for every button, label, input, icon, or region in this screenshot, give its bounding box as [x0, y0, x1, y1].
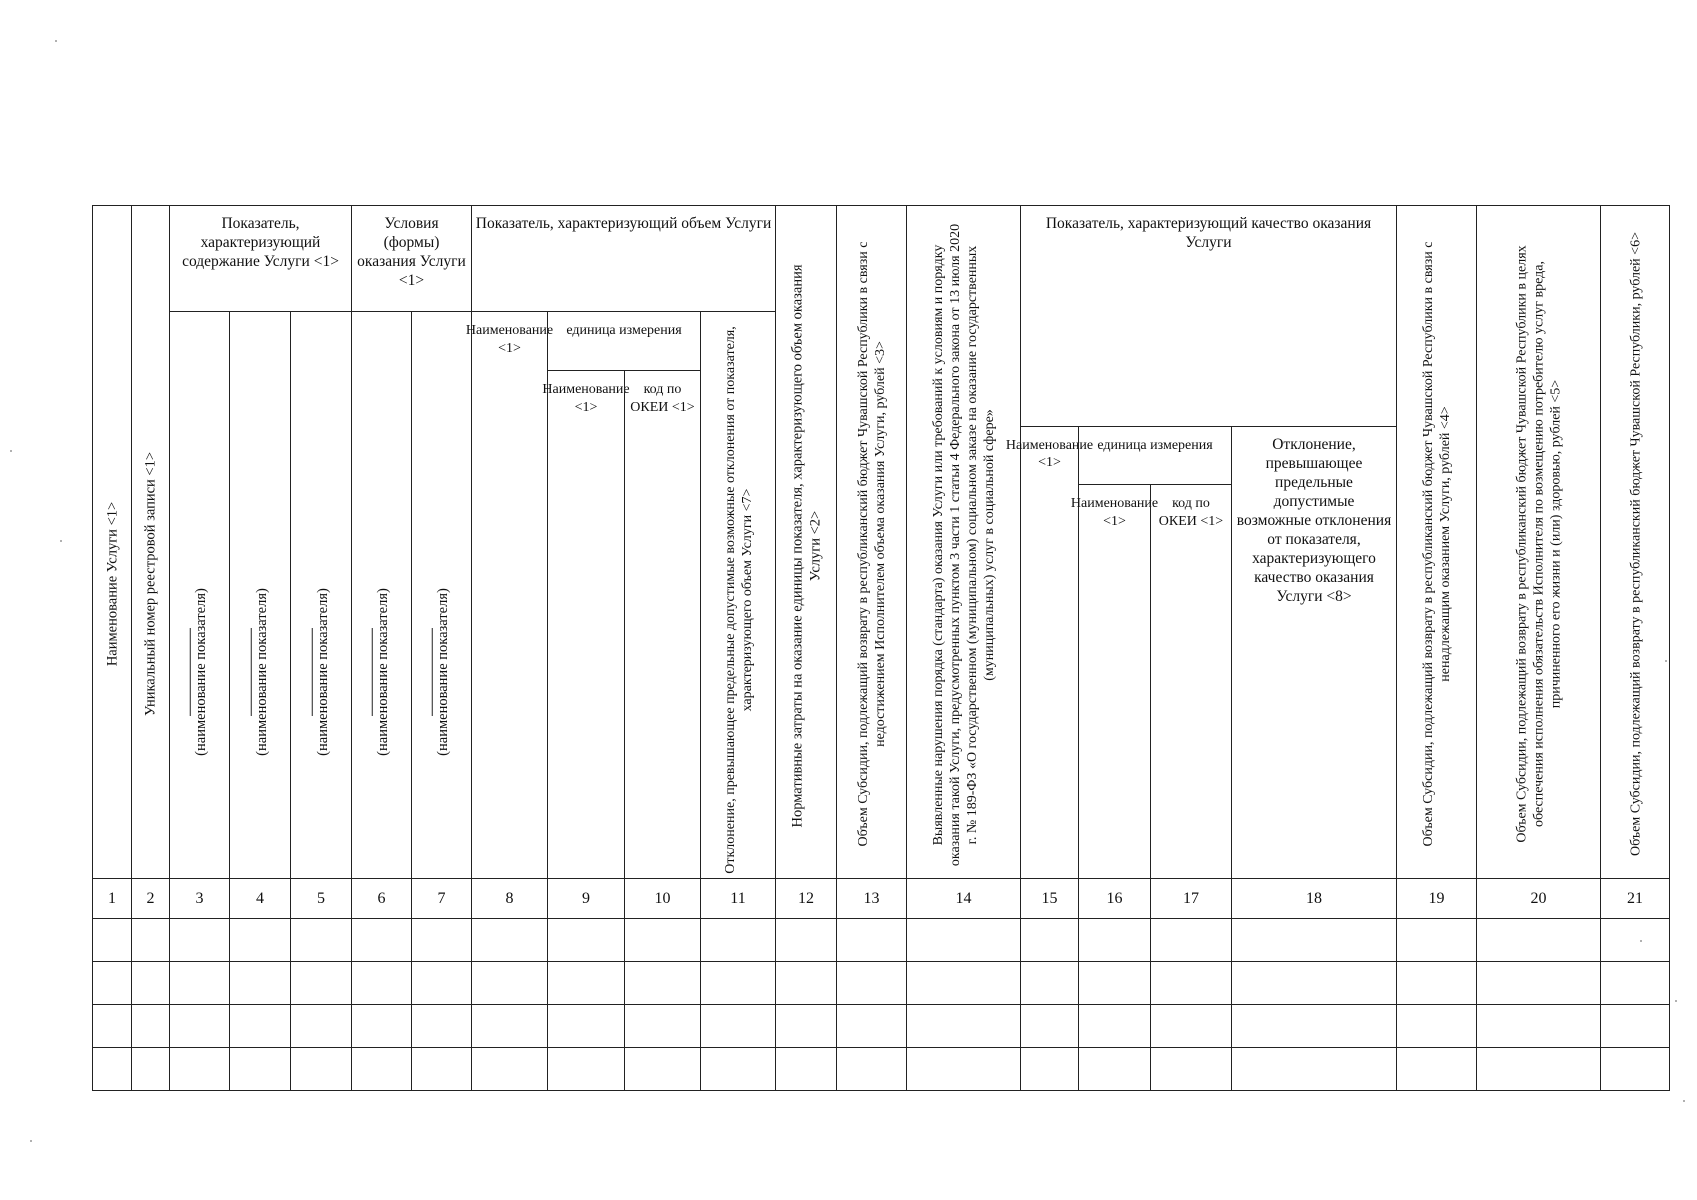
scan-speck: [1675, 1000, 1677, 1002]
table-cell: [1150, 961, 1231, 1004]
header-volume-name-text: Наименование <1>: [465, 323, 554, 356]
table-cell: [1600, 1004, 1669, 1047]
table-cell: [700, 918, 775, 961]
header-condition-indicator-2-text: (наименование показателя): [434, 588, 451, 756]
header-quality-unit: [1078, 426, 1231, 484]
scan-speck: [55, 40, 57, 42]
column-number: 20: [1476, 878, 1600, 918]
column-number: 9: [547, 878, 624, 918]
table-cell: [624, 1004, 700, 1047]
table-cell: [1600, 1047, 1669, 1090]
table-cell: [290, 1004, 351, 1047]
column-number: 12: [775, 878, 836, 918]
header-volume-unit: [547, 311, 700, 370]
table-cell: [1476, 961, 1600, 1004]
table-cell: [169, 1047, 229, 1090]
table-cell: [836, 918, 906, 961]
header-volume-unit-name: [542, 370, 630, 878]
scan-speck: [1665, 660, 1667, 662]
table-cell: [1231, 918, 1396, 961]
column-number: 18: [1231, 878, 1396, 918]
table-cell: [547, 1004, 624, 1047]
table-cell: [700, 1047, 775, 1090]
table-cell: [92, 918, 131, 961]
table-cell: [547, 918, 624, 961]
header-group-content-text: Показатель, характеризующий содержание Услуги <1>: [182, 215, 339, 270]
column-number: 3: [169, 878, 229, 918]
table-cell: [624, 1047, 700, 1090]
table-cell: [624, 918, 700, 961]
header-content-indicator-2-text: (наименование показателя): [253, 588, 270, 756]
column-number: 8: [471, 878, 547, 918]
table-cell: [1078, 961, 1150, 1004]
header-content-indicator-1: [169, 311, 229, 878]
table-cell: [471, 918, 547, 961]
table-cell: [906, 918, 1020, 961]
table-cell: [547, 1047, 624, 1090]
table-cell: [229, 961, 290, 1004]
header-subsidy-volume-shortfall: [836, 205, 906, 878]
table-cell: [351, 961, 411, 1004]
table-cell: [169, 1004, 229, 1047]
column-number: 17: [1150, 878, 1231, 918]
table-cell: [775, 1047, 836, 1090]
scan-speck: [10, 450, 12, 452]
table-cell: [906, 1047, 1020, 1090]
table-cell: [1231, 1004, 1396, 1047]
header-normative-costs: [775, 205, 836, 878]
header-content-indicator-3: [290, 311, 351, 878]
column-number: 15: [1020, 878, 1078, 918]
table-cell: [1476, 1004, 1600, 1047]
column-number: 13: [836, 878, 906, 918]
header-volume-name: [465, 311, 554, 878]
scan-speck: [1640, 940, 1642, 942]
header-quality-deviation-text: Отклонение, превышающее предельные допустимые возможные отклонения от показателя, характеризующего качество оказания Услуги <8>: [1236, 436, 1392, 605]
header-group-volume-text: Показатель, характеризующий объем Услуги: [475, 215, 772, 232]
column-number: 4: [229, 878, 290, 918]
table-cell: [1396, 918, 1476, 961]
table-cell: [131, 1004, 169, 1047]
header-group-volume: [471, 205, 775, 311]
column-number: 1: [92, 878, 131, 918]
table-cell: [1020, 918, 1078, 961]
table-cell: [906, 961, 1020, 1004]
table-right-border: [1669, 205, 1670, 1090]
header-detected-violations-text: Выявленные нарушения порядка (стандарта) оказания Услуги или требований к условиям и порядку оказания такой Услуги, предусмотренных пунктом 3 части 1 статьи 4 Федерального закона от 13 июля 2020 г. № 189-ФЗ «О государственном (муниципальном) социальном заказе на оказание государственных (муниципальных) услуг в социальной сфере»: [931, 223, 997, 867]
table-bottom-border: [92, 1090, 1670, 1091]
table-cell: [1231, 961, 1396, 1004]
table-cell: [92, 961, 131, 1004]
table-cell: [131, 1047, 169, 1090]
table-cell: [1150, 918, 1231, 961]
header-condition-indicator-1-text: (наименование показателя): [374, 588, 391, 756]
table-cell: [169, 961, 229, 1004]
table-cell: [1396, 1004, 1476, 1047]
header-content-indicator-1-text: (наименование показателя): [192, 588, 209, 756]
table-cell: [836, 1004, 906, 1047]
table-cell: [624, 961, 700, 1004]
header-subsidy-harm-compensation-text: Объем Субсидии, подлежащий возврату в республиканский бюджет Чувашской Республики в целях обеспечения исполнения обязательств Исполнителя по возмещению потребителю услуг вреда, причиненного его жизни и (или) здоровью, рублей <5>: [1514, 245, 1564, 843]
header-condition-indicator-2: [411, 311, 471, 878]
header-condition-indicator-1: [351, 311, 411, 878]
header-volume-unit-name-text: Наименование <1>: [542, 382, 630, 415]
scan-speck: [60, 540, 62, 542]
table-cell: [411, 1004, 471, 1047]
table-cell: [229, 1047, 290, 1090]
column-number: 2: [131, 878, 169, 918]
column-number: 14: [906, 878, 1020, 918]
table-cell: [1231, 1047, 1396, 1090]
header-subsidy-improper-service: [1396, 205, 1476, 878]
header-quality-unit-name-text: Наименование <1>: [1070, 496, 1159, 529]
table-cell: [92, 1047, 131, 1090]
table-cell: [131, 918, 169, 961]
table-cell: [290, 961, 351, 1004]
header-service-name-text: Наименование Услуги <1>: [103, 501, 120, 667]
header-subsidy-improper-service-text: Объем Субсидии, подлежащий возврату в республиканский бюджет Чувашской Республики в связи с ненадлежащим оказанием Услуги, рублей <4>: [1421, 241, 1453, 847]
table-cell: [92, 1004, 131, 1047]
blank-line: [250, 628, 251, 716]
header-volume-deviation: [700, 311, 775, 878]
column-number: 11: [700, 878, 775, 918]
header-quality-unit-name: [1070, 484, 1159, 878]
table-cell: [836, 961, 906, 1004]
table-cell: [290, 1047, 351, 1090]
header-content-indicator-2: [229, 311, 290, 878]
table-cell: [1476, 918, 1600, 961]
column-number: 7: [411, 878, 471, 918]
table-cell: [411, 918, 471, 961]
header-registry-number: [131, 205, 169, 878]
blank-line: [311, 628, 312, 716]
table-cell: [1396, 1047, 1476, 1090]
header-quality-name-text: Наименование <1>: [1005, 438, 1094, 470]
table-cell: [411, 961, 471, 1004]
header-quality-deviation: [1231, 426, 1396, 878]
table-cell: [229, 918, 290, 961]
table-cell: [471, 961, 547, 1004]
table-cell: [411, 1047, 471, 1090]
header-group-content: [169, 205, 351, 311]
table-cell: [906, 1004, 1020, 1047]
column-number: 21: [1600, 878, 1669, 918]
table-cell: [169, 918, 229, 961]
header-quality-unit-text: единица измерения: [1097, 438, 1213, 453]
table-cell: [700, 961, 775, 1004]
table-cell: [1150, 1047, 1231, 1090]
table-cell: [1020, 961, 1078, 1004]
column-number: 6: [351, 878, 411, 918]
table-cell: [471, 1047, 547, 1090]
table-cell: [775, 1004, 836, 1047]
header-group-quality: [1020, 205, 1396, 426]
table-cell: [1020, 1004, 1078, 1047]
table-cell: [351, 918, 411, 961]
header-subsidy-total: [1600, 205, 1669, 878]
column-number: 10: [624, 878, 700, 918]
header-detected-violations: [906, 205, 1020, 878]
header-volume-deviation-text: Отклонение, превышающее предельные допустимые возможные отклонения от показателя, характеризующего объем Услуги <7>: [722, 326, 755, 874]
header-quality-okei: [1150, 484, 1231, 878]
table-cell: [351, 1004, 411, 1047]
column-number: 5: [290, 878, 351, 918]
header-quality-okei-text: код по ОКЕИ <1>: [1158, 496, 1224, 529]
header-content-indicator-3-text: (наименование показателя): [314, 588, 331, 756]
header-normative-costs-text: Нормативные затраты на оказание единицы показателя, характеризующего объем оказания Услуги <2>: [789, 264, 823, 828]
table-cell: [700, 1004, 775, 1047]
table-cell: [775, 918, 836, 961]
table-cell: [1020, 1047, 1078, 1090]
table-cell: [1078, 918, 1150, 961]
table-cell: [1396, 961, 1476, 1004]
header-registry-number-text: Уникальный номер реестровой записи <1>: [142, 451, 159, 717]
header-volume-unit-text: единица измерения: [566, 323, 682, 338]
scan-speck: [30, 1140, 32, 1142]
blank-line: [190, 628, 191, 716]
header-group-conditions-text: Условия (формы) оказания Услуги <1>: [357, 215, 466, 289]
table-cell: [1476, 1047, 1600, 1090]
table-cell: [1078, 1047, 1150, 1090]
table-cell: [775, 961, 836, 1004]
scan-speck: [1683, 1100, 1685, 1102]
table-cell: [131, 961, 169, 1004]
table-cell: [1600, 918, 1669, 961]
header-quality-name: [1005, 426, 1094, 878]
column-number: 19: [1396, 878, 1476, 918]
column-number: 16: [1078, 878, 1150, 918]
table-cell: [1078, 1004, 1150, 1047]
table-cell: [1600, 961, 1669, 1004]
table-cell: [1150, 1004, 1231, 1047]
header-group-quality-text: Показатель, характеризующий качество оказания Услуги: [1045, 215, 1372, 251]
table-cell: [351, 1047, 411, 1090]
header-service-name: [92, 205, 131, 878]
header-subsidy-volume-shortfall-text: Объем Субсидии, подлежащий возврату в республиканский бюджет Чувашской Республики в связи с недостижением Исполнителем объема оказания Услуги, рублей <3>: [856, 241, 888, 847]
header-subsidy-total-text: Объем Субсидии, подлежащий возврату в республиканский бюджет Чувашской Республики, рублей <6>: [1628, 232, 1643, 856]
blank-line: [372, 628, 373, 716]
table-cell: [229, 1004, 290, 1047]
header-volume-okei-text: код по ОКЕИ <1>: [630, 382, 695, 415]
table-cell: [471, 1004, 547, 1047]
table-cell: [836, 1047, 906, 1090]
header-group-conditions: [351, 205, 471, 311]
table-cell: [290, 918, 351, 961]
header-subsidy-harm-compensation: [1476, 205, 1600, 878]
table-cell: [547, 961, 624, 1004]
header-volume-okei: [624, 370, 700, 878]
blank-line: [432, 628, 433, 716]
